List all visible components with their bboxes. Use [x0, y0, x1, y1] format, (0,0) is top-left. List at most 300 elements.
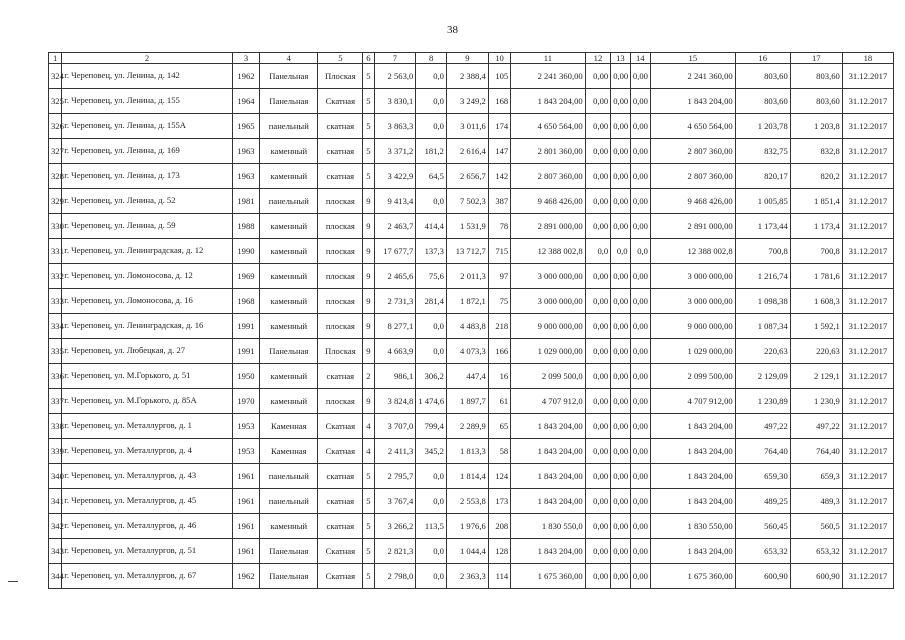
- table-row: [49, 389, 894, 414]
- table-cell: 5: [363, 139, 374, 164]
- table-cell: Скатная: [318, 89, 363, 114]
- table-cell: 31.12.2017: [842, 464, 893, 489]
- table-cell: каменный: [260, 164, 318, 189]
- table-cell: 0,00: [630, 139, 650, 164]
- table-cell: панельный: [260, 464, 318, 489]
- table-cell: г. Череповец, ул. Металлургов, д. 67: [62, 564, 232, 589]
- table-cell: 1 843 204,00: [511, 89, 585, 114]
- table-cell: 31.12.2017: [842, 564, 893, 589]
- table-cell: 2 801 360,00: [511, 139, 585, 164]
- table-cell: каменный: [260, 364, 318, 389]
- table-cell: 124: [488, 464, 510, 489]
- table-cell: 330: [49, 214, 62, 239]
- table-cell: 1 781,6: [790, 264, 842, 289]
- table-cell: 1 843 204,00: [650, 489, 735, 514]
- table-cell: 31.12.2017: [842, 239, 893, 264]
- table-cell: 832,8: [790, 139, 842, 164]
- table-cell: 345,2: [416, 439, 447, 464]
- table-cell: 181,2: [416, 139, 447, 164]
- table-cell: 3 249,2: [446, 89, 488, 114]
- table-cell: 9: [363, 289, 374, 314]
- table-cell: 342: [49, 514, 62, 539]
- table-cell: 803,60: [735, 64, 790, 89]
- table-cell: 0,0: [416, 314, 447, 339]
- table-cell: 0,00: [630, 339, 650, 364]
- column-header: 3: [232, 53, 260, 64]
- table-cell: 306,2: [416, 364, 447, 389]
- table-cell: 1950: [232, 364, 260, 389]
- table-cell: 0,00: [585, 114, 611, 139]
- table-cell: 5: [363, 539, 374, 564]
- table-cell: 335: [49, 339, 62, 364]
- table-cell: 220,63: [735, 339, 790, 364]
- table-cell: 1 813,3: [446, 439, 488, 464]
- table-cell: 1968: [232, 289, 260, 314]
- table-cell: 0,00: [630, 189, 650, 214]
- table-cell: 659,3: [790, 464, 842, 489]
- table-cell: 328: [49, 164, 62, 189]
- table-cell: г. Череповец, ул. Металлургов, д. 43: [62, 464, 232, 489]
- table-cell: 0,00: [611, 214, 630, 239]
- table-cell: 5: [363, 564, 374, 589]
- table-cell: панельный: [260, 489, 318, 514]
- table-cell: 3 011,6: [446, 114, 488, 139]
- table-cell: 173: [488, 489, 510, 514]
- table-cell: 4 650 564,00: [650, 114, 735, 139]
- table-cell: 0,0: [611, 239, 630, 264]
- table-cell: 0,00: [630, 214, 650, 239]
- table-cell: 0,00: [585, 489, 611, 514]
- table-cell: 64,5: [416, 164, 447, 189]
- table-cell: 2 891 000,00: [650, 214, 735, 239]
- table-cell: 0,00: [611, 164, 630, 189]
- table-cell: каменный: [260, 514, 318, 539]
- table-cell: 1 203,8: [790, 114, 842, 139]
- table-cell: 4: [363, 414, 374, 439]
- table-cell: 1 029 000,00: [650, 339, 735, 364]
- table-cell: 1 814,4: [446, 464, 488, 489]
- table-cell: скатная: [318, 464, 363, 489]
- table-row: [49, 564, 894, 589]
- table-cell: г. Череповец, ул. Ленина, д. 169: [62, 139, 232, 164]
- table-cell: Каменная: [260, 439, 318, 464]
- table-cell: 0,00: [611, 189, 630, 214]
- table-cell: 31.12.2017: [842, 439, 893, 464]
- table-cell: 0,00: [630, 164, 650, 189]
- table-cell: 0,00: [585, 564, 611, 589]
- table-cell: 0,00: [611, 314, 630, 339]
- table-cell: 2 616,4: [446, 139, 488, 164]
- table-cell: скатная: [318, 489, 363, 514]
- table-cell: 31.12.2017: [842, 114, 893, 139]
- table-cell: 31.12.2017: [842, 389, 893, 414]
- table-cell: 0,00: [630, 64, 650, 89]
- table-cell: 2 795,7: [374, 464, 416, 489]
- table-cell: 1 843 204,00: [511, 489, 585, 514]
- table-cell: 281,4: [416, 289, 447, 314]
- table-cell: 1 830 550,0: [511, 514, 585, 539]
- column-header: 6: [363, 53, 374, 64]
- table-cell: 2 807 360,00: [650, 164, 735, 189]
- table-row: [49, 339, 894, 364]
- table-cell: 2 099 500,0: [511, 364, 585, 389]
- table-cell: Скатная: [318, 539, 363, 564]
- table-cell: 174: [488, 114, 510, 139]
- table-cell: 1 843 204,00: [650, 89, 735, 114]
- table-cell: 0,00: [585, 539, 611, 564]
- table-row: [49, 489, 894, 514]
- table-cell: 1969: [232, 264, 260, 289]
- table-cell: 0,00: [585, 164, 611, 189]
- table-cell: 0,00: [611, 514, 630, 539]
- table-cell: Панельная: [260, 564, 318, 589]
- table-cell: 3 000 000,00: [511, 264, 585, 289]
- table-cell: 16: [488, 364, 510, 389]
- table-cell: 0,00: [585, 214, 611, 239]
- table-cell: 97: [488, 264, 510, 289]
- table-cell: 340: [49, 464, 62, 489]
- table-cell: скатная: [318, 164, 363, 189]
- table-cell: 560,45: [735, 514, 790, 539]
- table-cell: 166: [488, 339, 510, 364]
- table-cell: 61: [488, 389, 510, 414]
- table-cell: 1 098,38: [735, 289, 790, 314]
- table-cell: 1965: [232, 114, 260, 139]
- table-cell: г. Череповец, ул. Ленинградская, д. 16: [62, 314, 232, 339]
- table-cell: 1 230,9: [790, 389, 842, 414]
- column-header: 1: [49, 53, 62, 64]
- table-cell: 2 553,8: [446, 489, 488, 514]
- table-cell: плоская: [318, 264, 363, 289]
- table-cell: 4 663,9: [374, 339, 416, 364]
- table-cell: 0,00: [611, 364, 630, 389]
- table-cell: 2: [363, 364, 374, 389]
- table-cell: 497,22: [790, 414, 842, 439]
- table-cell: 0,0: [416, 189, 447, 214]
- table-cell: 1991: [232, 339, 260, 364]
- table-cell: 31.12.2017: [842, 489, 893, 514]
- table-cell: 803,60: [790, 64, 842, 89]
- table-cell: г. Череповец, ул. Любецкая, д. 27: [62, 339, 232, 364]
- table-cell: 0,00: [630, 539, 650, 564]
- table-cell: 1961: [232, 514, 260, 539]
- table-cell: 1 851,4: [790, 189, 842, 214]
- table-cell: 3 863,3: [374, 114, 416, 139]
- table-cell: 337: [49, 389, 62, 414]
- table-cell: каменный: [260, 314, 318, 339]
- table-cell: 0,00: [630, 439, 650, 464]
- table-cell: 3 824,8: [374, 389, 416, 414]
- table-cell: 2 821,3: [374, 539, 416, 564]
- table-cell: 1 230,89: [735, 389, 790, 414]
- table-cell: 31.12.2017: [842, 289, 893, 314]
- table-cell: 0,00: [630, 564, 650, 589]
- table-cell: 114: [488, 564, 510, 589]
- table-row: [49, 189, 894, 214]
- table-cell: скатная: [318, 139, 363, 164]
- table-cell: 31.12.2017: [842, 339, 893, 364]
- table-cell: 2 463,7: [374, 214, 416, 239]
- table-cell: 1964: [232, 89, 260, 114]
- table-cell: 2 731,3: [374, 289, 416, 314]
- table-cell: 31.12.2017: [842, 264, 893, 289]
- table-row: [49, 539, 894, 564]
- table-cell: Скатная: [318, 414, 363, 439]
- table-cell: 0,00: [585, 189, 611, 214]
- table-cell: 447,4: [446, 364, 488, 389]
- table-cell: 0,0: [416, 489, 447, 514]
- table-cell: 344: [49, 564, 62, 589]
- table-cell: 820,2: [790, 164, 842, 189]
- table-cell: 0,00: [611, 389, 630, 414]
- table-cell: 0,00: [630, 289, 650, 314]
- table-cell: 0,00: [630, 314, 650, 339]
- table-cell: 218: [488, 314, 510, 339]
- table-cell: 700,8: [790, 239, 842, 264]
- table-cell: 1 087,34: [735, 314, 790, 339]
- table-cell: Каменная: [260, 414, 318, 439]
- table-cell: 31.12.2017: [842, 139, 893, 164]
- table-cell: 9 000 000,00: [650, 314, 735, 339]
- table-cell: 1 976,6: [446, 514, 488, 539]
- table-cell: 1 592,1: [790, 314, 842, 339]
- table-cell: 343: [49, 539, 62, 564]
- table-cell: 31.12.2017: [842, 164, 893, 189]
- table-cell: 0,00: [630, 389, 650, 414]
- table-cell: 4 707 912,0: [511, 389, 585, 414]
- table-cell: 9 413,4: [374, 189, 416, 214]
- table-cell: 1953: [232, 414, 260, 439]
- table-cell: 2 807 360,00: [650, 139, 735, 164]
- table-cell: скатная: [318, 514, 363, 539]
- table-cell: плоская: [318, 239, 363, 264]
- table-cell: 0,00: [585, 339, 611, 364]
- column-header: 5: [318, 53, 363, 64]
- table-cell: г. Череповец, ул. Ломоносова, д. 16: [62, 289, 232, 314]
- table-cell: плоская: [318, 389, 363, 414]
- table-cell: 2 465,6: [374, 264, 416, 289]
- table-cell: 1962: [232, 564, 260, 589]
- table-cell: 137,3: [416, 239, 447, 264]
- table-cell: 9: [363, 314, 374, 339]
- table-cell: 0,0: [416, 564, 447, 589]
- table-cell: 0,00: [611, 539, 630, 564]
- table-cell: 1 843 204,00: [511, 439, 585, 464]
- table-cell: 0,0: [416, 89, 447, 114]
- table-cell: 0,00: [611, 564, 630, 589]
- column-header: 4: [260, 53, 318, 64]
- table-cell: 2 807 360,00: [511, 164, 585, 189]
- table-cell: 0,00: [611, 64, 630, 89]
- table-cell: 2 241 360,00: [650, 64, 735, 89]
- table-cell: 31.12.2017: [842, 64, 893, 89]
- table-cell: 3 000 000,00: [650, 289, 735, 314]
- table-cell: г. Череповец, ул. Ленинградская, д. 12: [62, 239, 232, 264]
- table-cell: 764,40: [735, 439, 790, 464]
- table-row: [49, 89, 894, 114]
- table-cell: 2 798,0: [374, 564, 416, 589]
- table-cell: каменный: [260, 239, 318, 264]
- header-row: [49, 53, 894, 64]
- table-cell: 803,60: [790, 89, 842, 114]
- table-cell: 1 531,9: [446, 214, 488, 239]
- table-cell: 9: [363, 239, 374, 264]
- table-cell: 4 483,8: [446, 314, 488, 339]
- table-cell: 4 707 912,00: [650, 389, 735, 414]
- table-row: [49, 464, 894, 489]
- table-cell: 336: [49, 364, 62, 389]
- table-cell: 31.12.2017: [842, 314, 893, 339]
- table-cell: 2 656,7: [446, 164, 488, 189]
- table-cell: г. Череповец, ул. Ломоносова, д. 12: [62, 264, 232, 289]
- table-cell: 799,4: [416, 414, 447, 439]
- table-cell: 8 277,1: [374, 314, 416, 339]
- table-cell: 31.12.2017: [842, 89, 893, 114]
- table-cell: 0,00: [611, 89, 630, 114]
- table-row: [49, 414, 894, 439]
- table-cell: 715: [488, 239, 510, 264]
- table-cell: 560,5: [790, 514, 842, 539]
- table-cell: 2 129,09: [735, 364, 790, 389]
- table-cell: 0,00: [630, 364, 650, 389]
- table-cell: 220,63: [790, 339, 842, 364]
- table-cell: 0,0: [585, 239, 611, 264]
- table-cell: 1 843 204,00: [511, 539, 585, 564]
- table-cell: 2 129,1: [790, 364, 842, 389]
- table-row: [49, 264, 894, 289]
- table-cell: 2 388,4: [446, 64, 488, 89]
- table-cell: 31.12.2017: [842, 189, 893, 214]
- margin-mark: [8, 581, 18, 582]
- table-cell: 1963: [232, 164, 260, 189]
- column-header: 13: [611, 53, 630, 64]
- table-cell: 9 468 426,00: [511, 189, 585, 214]
- table-cell: 0,0: [416, 464, 447, 489]
- table-cell: 334: [49, 314, 62, 339]
- table-cell: 414,4: [416, 214, 447, 239]
- table-cell: 820,17: [735, 164, 790, 189]
- table-cell: 653,32: [790, 539, 842, 564]
- table-cell: 332: [49, 264, 62, 289]
- table-cell: 9: [363, 339, 374, 364]
- table-cell: 329: [49, 189, 62, 214]
- table-cell: 5: [363, 89, 374, 114]
- table-cell: 0,00: [630, 489, 650, 514]
- column-header: 14: [630, 53, 650, 64]
- table-cell: г. Череповец, ул. Ленина, д. 59: [62, 214, 232, 239]
- table-cell: 832,75: [735, 139, 790, 164]
- table-cell: скатная: [318, 114, 363, 139]
- table-cell: панельный: [260, 189, 318, 214]
- table-cell: 341: [49, 489, 62, 514]
- table-cell: 4 650 564,00: [511, 114, 585, 139]
- table-cell: 12 388 002,8: [511, 239, 585, 264]
- table-cell: 324: [49, 64, 62, 89]
- column-header: 18: [842, 53, 893, 64]
- table-cell: 75: [488, 289, 510, 314]
- table-cell: 1 843 204,00: [511, 464, 585, 489]
- table-cell: 0,00: [585, 289, 611, 314]
- table-cell: г. Череповец, ул. М.Горького, д. 85А: [62, 389, 232, 414]
- table-cell: 2 011,3: [446, 264, 488, 289]
- table-cell: 9: [363, 264, 374, 289]
- table-cell: 0,00: [611, 414, 630, 439]
- column-header: 9: [446, 53, 488, 64]
- table-cell: 3 266,2: [374, 514, 416, 539]
- table-cell: 1 675 360,00: [650, 564, 735, 589]
- table-cell: 2 099 500,00: [650, 364, 735, 389]
- table-cell: 0,00: [585, 364, 611, 389]
- table-cell: 1 044,4: [446, 539, 488, 564]
- table-row: [49, 139, 894, 164]
- table-row: [49, 439, 894, 464]
- table-cell: 9 000 000,00: [511, 314, 585, 339]
- table-cell: 497,22: [735, 414, 790, 439]
- table-cell: Панельная: [260, 339, 318, 364]
- table-cell: Панельная: [260, 89, 318, 114]
- table-cell: 2 411,3: [374, 439, 416, 464]
- table-row: [49, 239, 894, 264]
- table-cell: 5: [363, 464, 374, 489]
- table-cell: 1990: [232, 239, 260, 264]
- table-cell: 12 388 002,8: [650, 239, 735, 264]
- table-cell: г. Череповец, ул. Металлургов, д. 46: [62, 514, 232, 539]
- table-cell: 803,60: [735, 89, 790, 114]
- table-cell: 3 707,0: [374, 414, 416, 439]
- table-cell: 0,00: [585, 414, 611, 439]
- table-cell: 700,8: [735, 239, 790, 264]
- table-cell: 0,00: [585, 139, 611, 164]
- table-cell: 3 371,2: [374, 139, 416, 164]
- table-cell: 2 891 000,00: [511, 214, 585, 239]
- table-cell: 0,00: [611, 264, 630, 289]
- table-cell: 339: [49, 439, 62, 464]
- column-header: 11: [511, 53, 585, 64]
- table-cell: 58: [488, 439, 510, 464]
- table-cell: Панельная: [260, 539, 318, 564]
- table-cell: 31.12.2017: [842, 514, 893, 539]
- table-row: [49, 214, 894, 239]
- table-cell: 1 897,7: [446, 389, 488, 414]
- page-number: 38: [447, 24, 458, 36]
- table-cell: 489,3: [790, 489, 842, 514]
- table-cell: 0,00: [611, 464, 630, 489]
- table-cell: 9: [363, 214, 374, 239]
- table-cell: 0,00: [630, 89, 650, 114]
- table-cell: 9: [363, 389, 374, 414]
- table-cell: плоская: [318, 289, 363, 314]
- table-cell: г. Череповец, ул. М.Горького, д. 51: [62, 364, 232, 389]
- table-cell: 387: [488, 189, 510, 214]
- table-cell: каменный: [260, 139, 318, 164]
- table-cell: 78: [488, 214, 510, 239]
- table-cell: 0,0: [630, 239, 650, 264]
- table-cell: 1962: [232, 64, 260, 89]
- table-cell: 5: [363, 164, 374, 189]
- table-cell: 1 675 360,00: [511, 564, 585, 589]
- table-cell: 4 073,3: [446, 339, 488, 364]
- table-cell: 0,00: [611, 114, 630, 139]
- table-cell: 3 000 000,00: [511, 289, 585, 314]
- table-cell: 1 608,3: [790, 289, 842, 314]
- table-cell: 5: [363, 514, 374, 539]
- table-cell: Скатная: [318, 439, 363, 464]
- table-cell: г. Череповец, ул. Металлургов, д. 51: [62, 539, 232, 564]
- table-row: [49, 314, 894, 339]
- table-cell: Панельная: [260, 64, 318, 89]
- table-cell: 2 241 360,00: [511, 64, 585, 89]
- table-cell: каменный: [260, 389, 318, 414]
